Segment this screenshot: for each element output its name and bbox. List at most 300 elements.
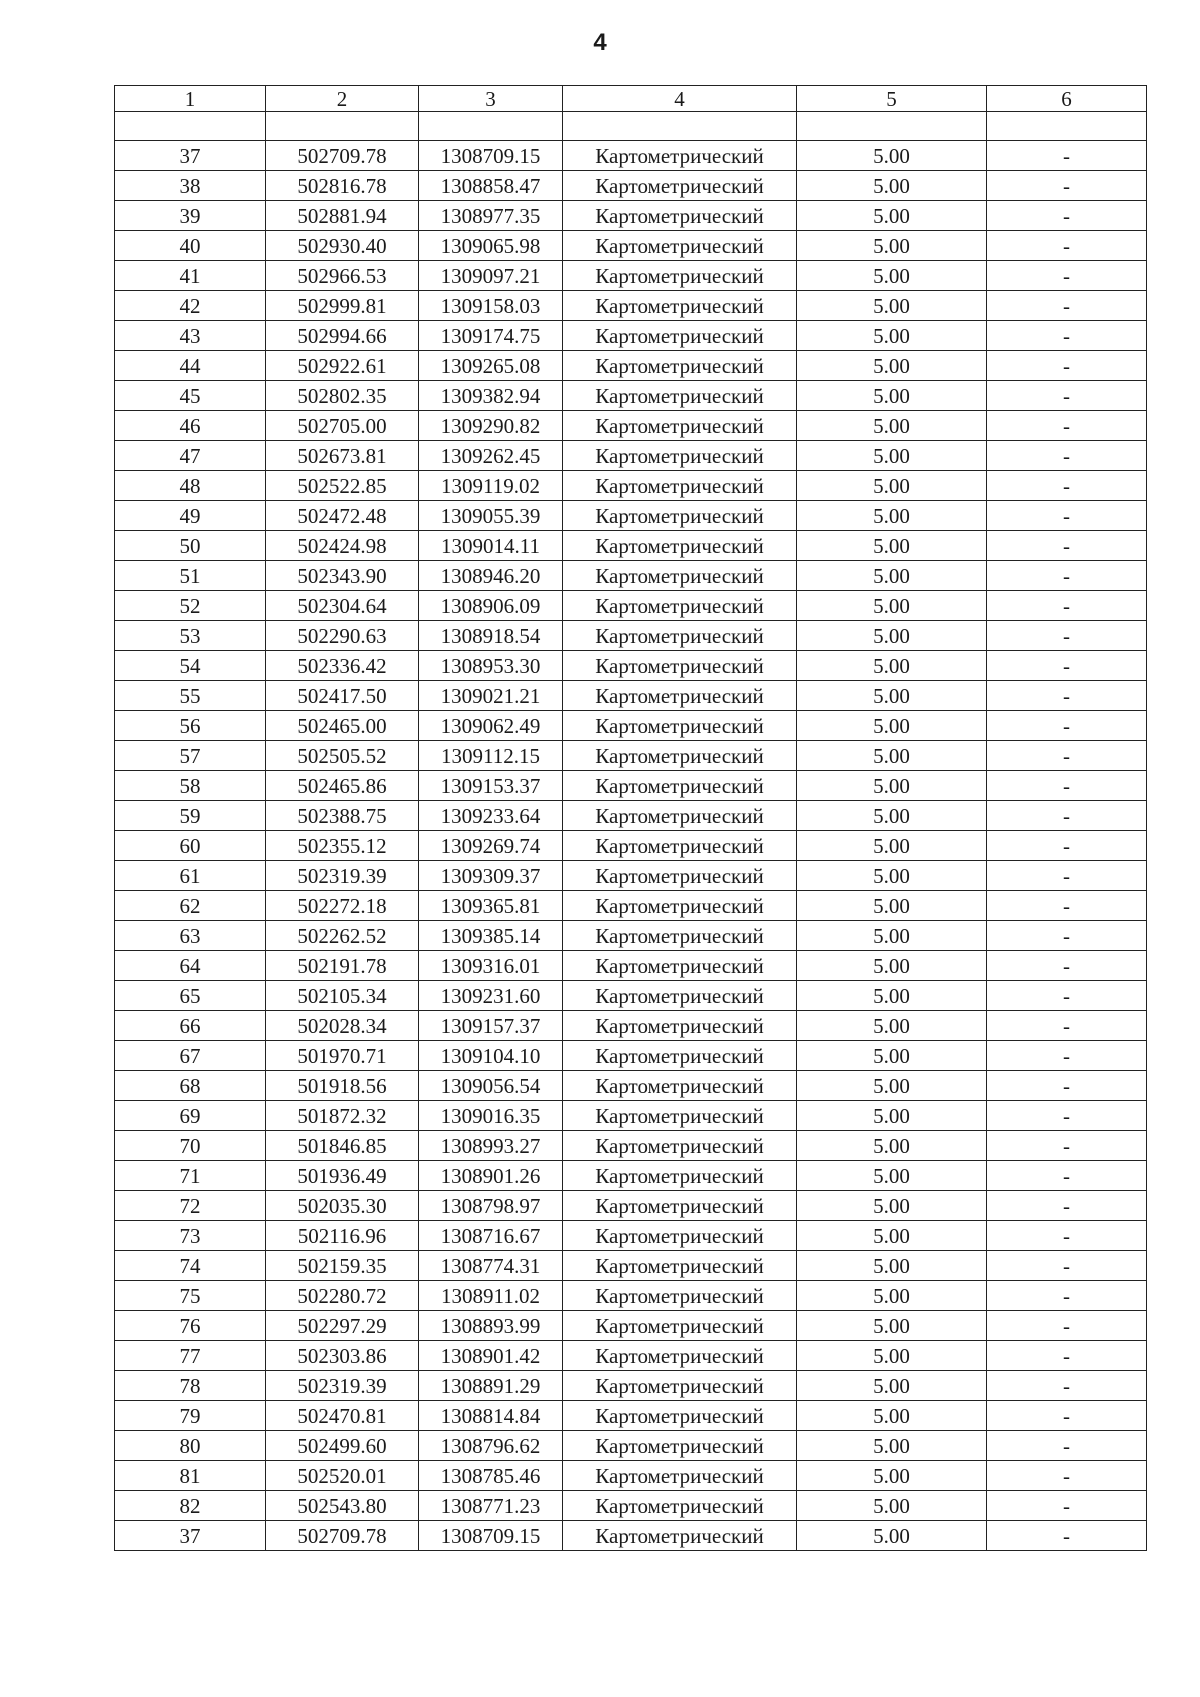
y-coordinate-cell: 1308709.15 xyxy=(419,1521,563,1551)
description-cell: - xyxy=(987,741,1147,771)
table-row xyxy=(115,951,1147,981)
method-cell: Картометрический xyxy=(563,1161,797,1191)
table-row xyxy=(115,351,1147,381)
table-row xyxy=(115,171,1147,201)
accuracy-cell: 5.00 xyxy=(797,351,987,381)
point-number-cell: 45 xyxy=(115,381,266,411)
x-coordinate-cell: 502802.35 xyxy=(266,381,419,411)
description-cell: - xyxy=(987,141,1147,171)
point-number-cell: 39 xyxy=(115,201,266,231)
x-coordinate-cell: 502465.86 xyxy=(266,771,419,801)
table-row xyxy=(115,1281,1147,1311)
description-cell: - xyxy=(987,1101,1147,1131)
accuracy-cell: 5.00 xyxy=(797,891,987,921)
point-number-cell: 52 xyxy=(115,591,266,621)
table-row xyxy=(115,1251,1147,1281)
accuracy-cell: 5.00 xyxy=(797,141,987,171)
description-cell: - xyxy=(987,801,1147,831)
description-cell: - xyxy=(987,411,1147,441)
accuracy-cell: 5.00 xyxy=(797,1431,987,1461)
point-number-cell: 79 xyxy=(115,1401,266,1431)
method-cell: Картометрический xyxy=(563,861,797,891)
x-coordinate-cell: 502543.80 xyxy=(266,1491,419,1521)
y-coordinate-cell: 1308918.54 xyxy=(419,621,563,651)
empty-cell xyxy=(987,112,1147,141)
method-cell: Картометрический xyxy=(563,951,797,981)
x-coordinate-cell: 502520.01 xyxy=(266,1461,419,1491)
method-cell: Картометрический xyxy=(563,231,797,261)
description-cell: - xyxy=(987,291,1147,321)
y-coordinate-cell: 1309174.75 xyxy=(419,321,563,351)
table-row xyxy=(115,381,1147,411)
accuracy-cell: 5.00 xyxy=(797,831,987,861)
accuracy-cell: 5.00 xyxy=(797,1401,987,1431)
method-cell: Картометрический xyxy=(563,651,797,681)
accuracy-cell: 5.00 xyxy=(797,1131,987,1161)
description-cell: - xyxy=(987,471,1147,501)
method-cell: Картометрический xyxy=(563,381,797,411)
table-row xyxy=(115,771,1147,801)
y-coordinate-cell: 1308891.29 xyxy=(419,1371,563,1401)
description-cell: - xyxy=(987,321,1147,351)
method-cell: Картометрический xyxy=(563,1521,797,1551)
accuracy-cell: 5.00 xyxy=(797,1281,987,1311)
column-header-1: 1 xyxy=(115,86,266,112)
description-cell: - xyxy=(987,1371,1147,1401)
description-cell: - xyxy=(987,651,1147,681)
y-coordinate-cell: 1308901.42 xyxy=(419,1341,563,1371)
table-row xyxy=(115,1221,1147,1251)
x-coordinate-cell: 502522.85 xyxy=(266,471,419,501)
point-number-cell: 56 xyxy=(115,711,266,741)
y-coordinate-cell: 1309056.54 xyxy=(419,1071,563,1101)
y-coordinate-cell: 1308906.09 xyxy=(419,591,563,621)
table-row xyxy=(115,801,1147,831)
x-coordinate-cell: 502816.78 xyxy=(266,171,419,201)
x-coordinate-cell: 502272.18 xyxy=(266,891,419,921)
method-cell: Картометрический xyxy=(563,1491,797,1521)
y-coordinate-cell: 1309157.37 xyxy=(419,1011,563,1041)
table-row xyxy=(115,1461,1147,1491)
description-cell: - xyxy=(987,891,1147,921)
y-coordinate-cell: 1309055.39 xyxy=(419,501,563,531)
y-coordinate-cell: 1308977.35 xyxy=(419,201,563,231)
x-coordinate-cell: 502470.81 xyxy=(266,1401,419,1431)
header-row xyxy=(115,86,1147,112)
y-coordinate-cell: 1309158.03 xyxy=(419,291,563,321)
x-coordinate-cell: 502994.66 xyxy=(266,321,419,351)
y-coordinate-cell: 1309153.37 xyxy=(419,771,563,801)
table-row xyxy=(115,831,1147,861)
point-number-cell: 55 xyxy=(115,681,266,711)
description-cell: - xyxy=(987,531,1147,561)
accuracy-cell: 5.00 xyxy=(797,1101,987,1131)
method-cell: Картометрический xyxy=(563,801,797,831)
point-number-cell: 41 xyxy=(115,261,266,291)
description-cell: - xyxy=(987,261,1147,291)
accuracy-cell: 5.00 xyxy=(797,1371,987,1401)
table-row xyxy=(115,1041,1147,1071)
description-cell: - xyxy=(987,951,1147,981)
point-number-cell: 57 xyxy=(115,741,266,771)
empty-cell xyxy=(115,112,266,141)
accuracy-cell: 5.00 xyxy=(797,1521,987,1551)
method-cell: Картометрический xyxy=(563,441,797,471)
accuracy-cell: 5.00 xyxy=(797,1341,987,1371)
accuracy-cell: 5.00 xyxy=(797,711,987,741)
point-number-cell: 49 xyxy=(115,501,266,531)
y-coordinate-cell: 1308785.46 xyxy=(419,1461,563,1491)
point-number-cell: 50 xyxy=(115,531,266,561)
accuracy-cell: 5.00 xyxy=(797,591,987,621)
table-row xyxy=(115,921,1147,951)
method-cell: Картометрический xyxy=(563,1281,797,1311)
x-coordinate-cell: 502304.64 xyxy=(266,591,419,621)
x-coordinate-cell: 502297.29 xyxy=(266,1311,419,1341)
x-coordinate-cell: 502336.42 xyxy=(266,651,419,681)
table-row xyxy=(115,1371,1147,1401)
table-row xyxy=(115,621,1147,651)
table-row xyxy=(115,1431,1147,1461)
method-cell: Картометрический xyxy=(563,171,797,201)
point-number-cell: 70 xyxy=(115,1131,266,1161)
table-row xyxy=(115,291,1147,321)
description-cell: - xyxy=(987,1491,1147,1521)
table-row xyxy=(115,231,1147,261)
accuracy-cell: 5.00 xyxy=(797,1071,987,1101)
accuracy-cell: 5.00 xyxy=(797,1011,987,1041)
y-coordinate-cell: 1308946.20 xyxy=(419,561,563,591)
point-number-cell: 66 xyxy=(115,1011,266,1041)
x-coordinate-cell: 502709.78 xyxy=(266,1521,419,1551)
y-coordinate-cell: 1308798.97 xyxy=(419,1191,563,1221)
point-number-cell: 76 xyxy=(115,1311,266,1341)
coordinates-table xyxy=(114,85,1147,1551)
table-row xyxy=(115,1311,1147,1341)
empty-cell xyxy=(419,112,563,141)
method-cell: Картометрический xyxy=(563,621,797,651)
description-cell: - xyxy=(987,1221,1147,1251)
accuracy-cell: 5.00 xyxy=(797,411,987,441)
method-cell: Картометрический xyxy=(563,261,797,291)
accuracy-cell: 5.00 xyxy=(797,201,987,231)
accuracy-cell: 5.00 xyxy=(797,501,987,531)
accuracy-cell: 5.00 xyxy=(797,1491,987,1521)
y-coordinate-cell: 1308911.02 xyxy=(419,1281,563,1311)
y-coordinate-cell: 1309382.94 xyxy=(419,381,563,411)
point-number-cell: 38 xyxy=(115,171,266,201)
empty-cell xyxy=(266,112,419,141)
y-coordinate-cell: 1309021.21 xyxy=(419,681,563,711)
table-row xyxy=(115,891,1147,921)
description-cell: - xyxy=(987,381,1147,411)
method-cell: Картометрический xyxy=(563,1101,797,1131)
accuracy-cell: 5.00 xyxy=(797,951,987,981)
accuracy-cell: 5.00 xyxy=(797,1041,987,1071)
x-coordinate-cell: 502673.81 xyxy=(266,441,419,471)
method-cell: Картометрический xyxy=(563,1251,797,1281)
x-coordinate-cell: 502499.60 xyxy=(266,1431,419,1461)
table-header xyxy=(115,86,1147,141)
point-number-cell: 65 xyxy=(115,981,266,1011)
point-number-cell: 69 xyxy=(115,1101,266,1131)
method-cell: Картометрический xyxy=(563,501,797,531)
table-row xyxy=(115,141,1147,171)
accuracy-cell: 5.00 xyxy=(797,861,987,891)
description-cell: - xyxy=(987,1431,1147,1461)
y-coordinate-cell: 1309014.11 xyxy=(419,531,563,561)
accuracy-cell: 5.00 xyxy=(797,981,987,1011)
empty-cell xyxy=(563,112,797,141)
point-number-cell: 68 xyxy=(115,1071,266,1101)
accuracy-cell: 5.00 xyxy=(797,321,987,351)
accuracy-cell: 5.00 xyxy=(797,921,987,951)
empty-cell xyxy=(797,112,987,141)
point-number-cell: 74 xyxy=(115,1251,266,1281)
method-cell: Картометрический xyxy=(563,201,797,231)
y-coordinate-cell: 1309062.49 xyxy=(419,711,563,741)
table-row xyxy=(115,261,1147,291)
method-cell: Картометрический xyxy=(563,711,797,741)
accuracy-cell: 5.00 xyxy=(797,561,987,591)
point-number-cell: 73 xyxy=(115,1221,266,1251)
table-row xyxy=(115,531,1147,561)
method-cell: Картометрический xyxy=(563,351,797,381)
description-cell: - xyxy=(987,171,1147,201)
accuracy-cell: 5.00 xyxy=(797,231,987,261)
method-cell: Картометрический xyxy=(563,1461,797,1491)
x-coordinate-cell: 502303.86 xyxy=(266,1341,419,1371)
accuracy-cell: 5.00 xyxy=(797,651,987,681)
x-coordinate-cell: 502319.39 xyxy=(266,1371,419,1401)
accuracy-cell: 5.00 xyxy=(797,801,987,831)
point-number-cell: 37 xyxy=(115,1521,266,1551)
point-number-cell: 54 xyxy=(115,651,266,681)
accuracy-cell: 5.00 xyxy=(797,531,987,561)
description-cell: - xyxy=(987,681,1147,711)
method-cell: Картометрический xyxy=(563,771,797,801)
x-coordinate-cell: 502035.30 xyxy=(266,1191,419,1221)
x-coordinate-cell: 502116.96 xyxy=(266,1221,419,1251)
y-coordinate-cell: 1309309.37 xyxy=(419,861,563,891)
table-row xyxy=(115,1401,1147,1431)
y-coordinate-cell: 1308953.30 xyxy=(419,651,563,681)
point-number-cell: 43 xyxy=(115,321,266,351)
x-coordinate-cell: 502105.34 xyxy=(266,981,419,1011)
y-coordinate-cell: 1308814.84 xyxy=(419,1401,563,1431)
x-coordinate-cell: 502966.53 xyxy=(266,261,419,291)
point-number-cell: 51 xyxy=(115,561,266,591)
point-number-cell: 71 xyxy=(115,1161,266,1191)
accuracy-cell: 5.00 xyxy=(797,771,987,801)
accuracy-cell: 5.00 xyxy=(797,741,987,771)
x-coordinate-cell: 501970.71 xyxy=(266,1041,419,1071)
method-cell: Картометрический xyxy=(563,471,797,501)
table-row xyxy=(115,681,1147,711)
page-number: 4 xyxy=(593,29,607,56)
method-cell: Картометрический xyxy=(563,981,797,1011)
description-cell: - xyxy=(987,1311,1147,1341)
point-number-cell: 80 xyxy=(115,1431,266,1461)
method-cell: Картометрический xyxy=(563,1371,797,1401)
table-row xyxy=(115,201,1147,231)
method-cell: Картометрический xyxy=(563,681,797,711)
method-cell: Картометрический xyxy=(563,1191,797,1221)
x-coordinate-cell: 502709.78 xyxy=(266,141,419,171)
method-cell: Картометрический xyxy=(563,141,797,171)
point-number-cell: 48 xyxy=(115,471,266,501)
point-number-cell: 75 xyxy=(115,1281,266,1311)
y-coordinate-cell: 1309097.21 xyxy=(419,261,563,291)
y-coordinate-cell: 1308709.15 xyxy=(419,141,563,171)
x-coordinate-cell: 502999.81 xyxy=(266,291,419,321)
y-coordinate-cell: 1309065.98 xyxy=(419,231,563,261)
table-row xyxy=(115,1071,1147,1101)
column-header-4: 4 xyxy=(563,86,797,112)
x-coordinate-cell: 502280.72 xyxy=(266,1281,419,1311)
table-row xyxy=(115,1521,1147,1551)
point-number-cell: 44 xyxy=(115,351,266,381)
accuracy-cell: 5.00 xyxy=(797,1161,987,1191)
description-cell: - xyxy=(987,771,1147,801)
table-row xyxy=(115,861,1147,891)
x-coordinate-cell: 502922.61 xyxy=(266,351,419,381)
y-coordinate-cell: 1309233.64 xyxy=(419,801,563,831)
method-cell: Картометрический xyxy=(563,891,797,921)
method-cell: Картометрический xyxy=(563,321,797,351)
accuracy-cell: 5.00 xyxy=(797,261,987,291)
method-cell: Картометрический xyxy=(563,291,797,321)
description-cell: - xyxy=(987,1281,1147,1311)
accuracy-cell: 5.00 xyxy=(797,381,987,411)
table-row xyxy=(115,1161,1147,1191)
y-coordinate-cell: 1309365.81 xyxy=(419,891,563,921)
point-number-cell: 42 xyxy=(115,291,266,321)
point-number-cell: 77 xyxy=(115,1341,266,1371)
x-coordinate-cell: 502159.35 xyxy=(266,1251,419,1281)
point-number-cell: 58 xyxy=(115,771,266,801)
accuracy-cell: 5.00 xyxy=(797,171,987,201)
point-number-cell: 37 xyxy=(115,141,266,171)
table-row xyxy=(115,1491,1147,1521)
description-cell: - xyxy=(987,831,1147,861)
method-cell: Картометрический xyxy=(563,1011,797,1041)
description-cell: - xyxy=(987,981,1147,1011)
x-coordinate-cell: 501936.49 xyxy=(266,1161,419,1191)
y-coordinate-cell: 1309231.60 xyxy=(419,981,563,1011)
table-row xyxy=(115,441,1147,471)
method-cell: Картометрический xyxy=(563,921,797,951)
y-coordinate-cell: 1309104.10 xyxy=(419,1041,563,1071)
y-coordinate-cell: 1309119.02 xyxy=(419,471,563,501)
x-coordinate-cell: 501846.85 xyxy=(266,1131,419,1161)
y-coordinate-cell: 1308771.23 xyxy=(419,1491,563,1521)
y-coordinate-cell: 1309265.08 xyxy=(419,351,563,381)
description-cell: - xyxy=(987,621,1147,651)
table-body xyxy=(115,141,1147,1551)
point-number-cell: 40 xyxy=(115,231,266,261)
accuracy-cell: 5.00 xyxy=(797,291,987,321)
y-coordinate-cell: 1309016.35 xyxy=(419,1101,563,1131)
y-coordinate-cell: 1309262.45 xyxy=(419,441,563,471)
point-number-cell: 82 xyxy=(115,1491,266,1521)
description-cell: - xyxy=(987,1251,1147,1281)
column-header-5: 5 xyxy=(797,86,987,112)
point-number-cell: 46 xyxy=(115,411,266,441)
point-number-cell: 72 xyxy=(115,1191,266,1221)
y-coordinate-cell: 1308993.27 xyxy=(419,1131,563,1161)
description-cell: - xyxy=(987,1401,1147,1431)
x-coordinate-cell: 502881.94 xyxy=(266,201,419,231)
description-cell: - xyxy=(987,1461,1147,1491)
point-number-cell: 81 xyxy=(115,1461,266,1491)
description-cell: - xyxy=(987,921,1147,951)
method-cell: Картометрический xyxy=(563,411,797,441)
table-row xyxy=(115,711,1147,741)
column-header-3: 3 xyxy=(419,86,563,112)
point-number-cell: 59 xyxy=(115,801,266,831)
description-cell: - xyxy=(987,1041,1147,1071)
y-coordinate-cell: 1309269.74 xyxy=(419,831,563,861)
method-cell: Картометрический xyxy=(563,741,797,771)
method-cell: Картометрический xyxy=(563,1221,797,1251)
accuracy-cell: 5.00 xyxy=(797,1221,987,1251)
table-row xyxy=(115,1131,1147,1161)
description-cell: - xyxy=(987,1161,1147,1191)
empty-row xyxy=(115,112,1147,141)
x-coordinate-cell: 502417.50 xyxy=(266,681,419,711)
x-coordinate-cell: 502465.00 xyxy=(266,711,419,741)
method-cell: Картометрический xyxy=(563,1401,797,1431)
method-cell: Картометрический xyxy=(563,1311,797,1341)
x-coordinate-cell: 502028.34 xyxy=(266,1011,419,1041)
y-coordinate-cell: 1309385.14 xyxy=(419,921,563,951)
x-coordinate-cell: 502191.78 xyxy=(266,951,419,981)
table-row xyxy=(115,591,1147,621)
description-cell: - xyxy=(987,591,1147,621)
description-cell: - xyxy=(987,561,1147,591)
description-cell: - xyxy=(987,441,1147,471)
x-coordinate-cell: 502705.00 xyxy=(266,411,419,441)
y-coordinate-cell: 1308774.31 xyxy=(419,1251,563,1281)
description-cell: - xyxy=(987,711,1147,741)
method-cell: Картометрический xyxy=(563,531,797,561)
table-row xyxy=(115,561,1147,591)
table-row xyxy=(115,501,1147,531)
accuracy-cell: 5.00 xyxy=(797,1251,987,1281)
accuracy-cell: 5.00 xyxy=(797,471,987,501)
x-coordinate-cell: 502262.52 xyxy=(266,921,419,951)
table-row xyxy=(115,981,1147,1011)
point-number-cell: 53 xyxy=(115,621,266,651)
table-row xyxy=(115,741,1147,771)
description-cell: - xyxy=(987,1011,1147,1041)
method-cell: Картометрический xyxy=(563,1431,797,1461)
y-coordinate-cell: 1308901.26 xyxy=(419,1161,563,1191)
description-cell: - xyxy=(987,201,1147,231)
column-header-6: 6 xyxy=(987,86,1147,112)
table-row xyxy=(115,1011,1147,1041)
x-coordinate-cell: 502505.52 xyxy=(266,741,419,771)
x-coordinate-cell: 502388.75 xyxy=(266,801,419,831)
description-cell: - xyxy=(987,1071,1147,1101)
point-number-cell: 67 xyxy=(115,1041,266,1071)
description-cell: - xyxy=(987,501,1147,531)
x-coordinate-cell: 502930.40 xyxy=(266,231,419,261)
accuracy-cell: 5.00 xyxy=(797,621,987,651)
table-row xyxy=(115,651,1147,681)
point-number-cell: 64 xyxy=(115,951,266,981)
